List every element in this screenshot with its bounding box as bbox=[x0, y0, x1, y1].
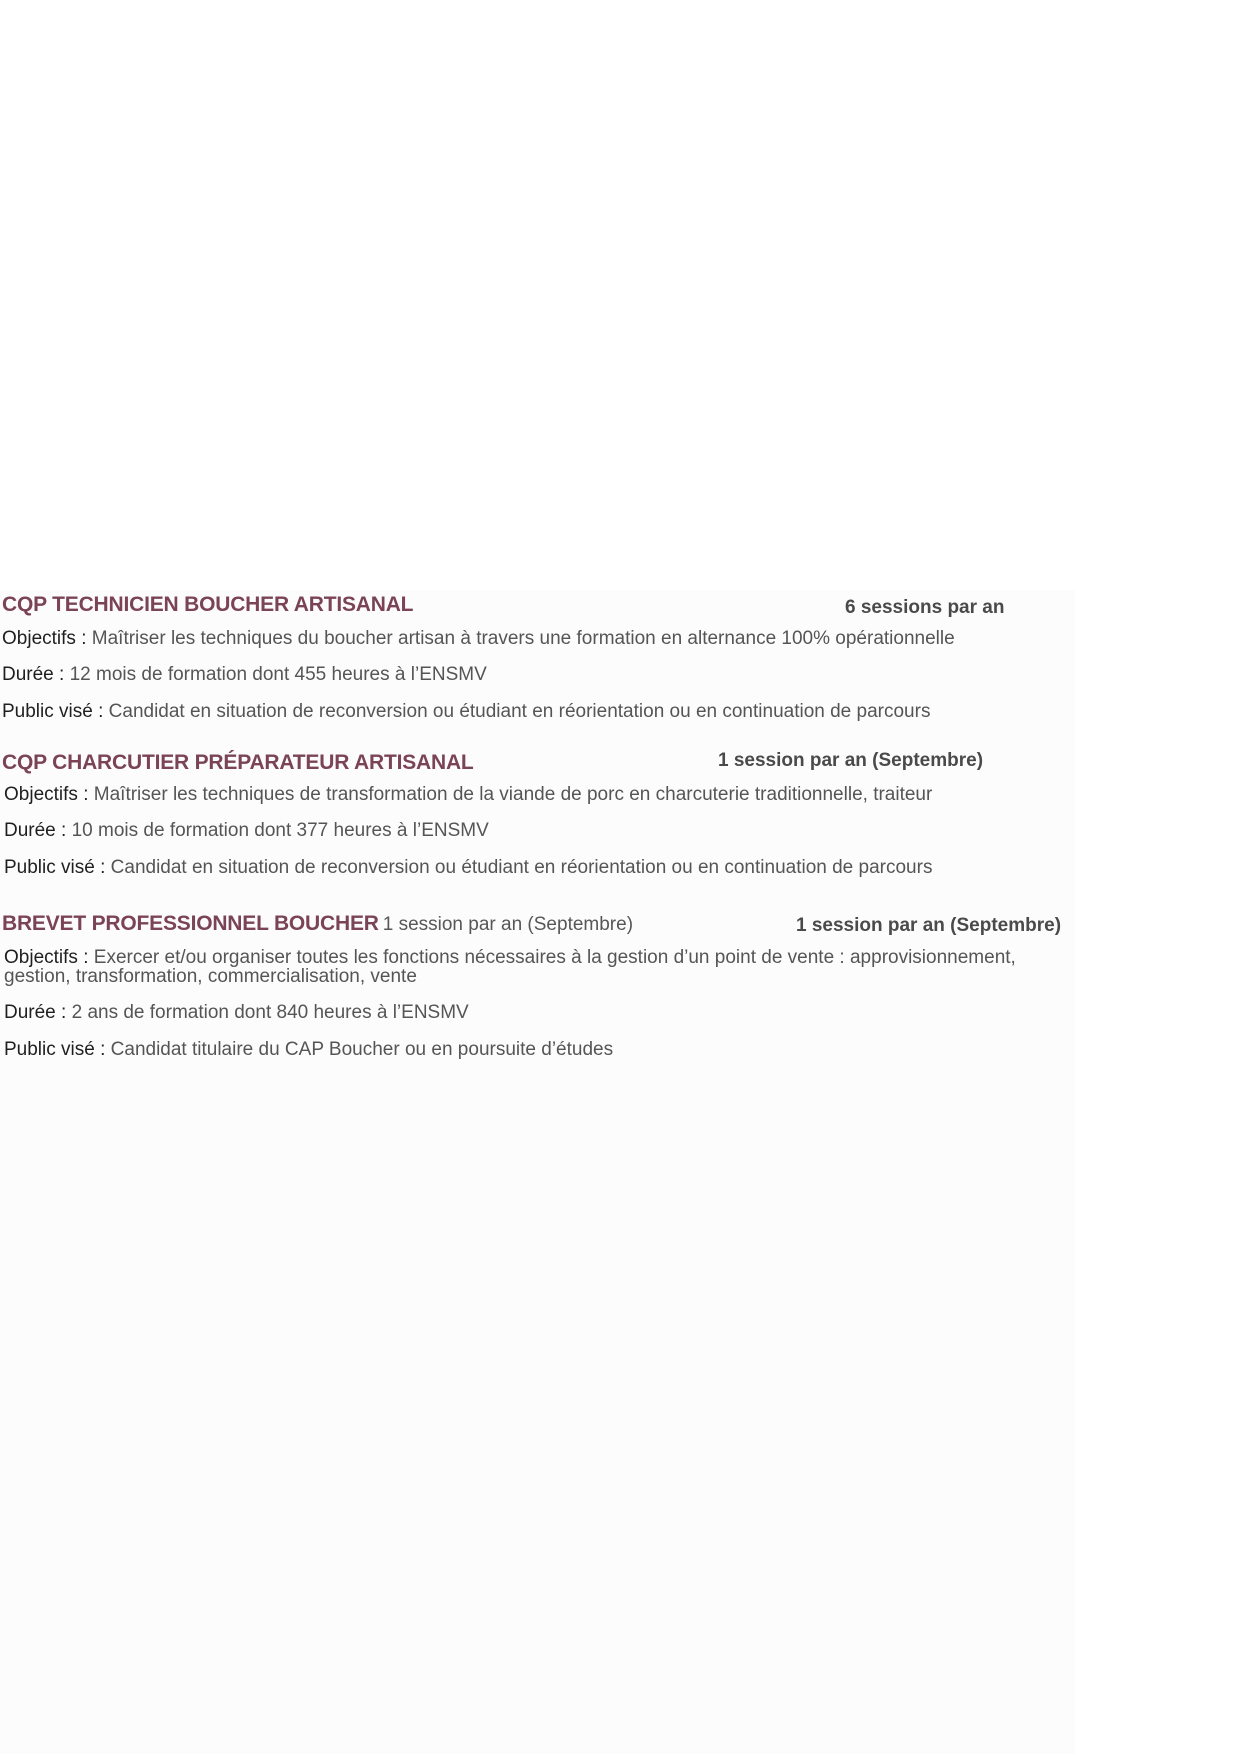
duree-line bbox=[4, 1002, 469, 1024]
public-text: Candidat titulaire du CAP Boucher ou en poursuite d’études bbox=[110, 1039, 614, 1060]
public-text: Candidat en situation de reconversion ou étudiant en réorientation ou en continuation de parcours bbox=[108, 701, 931, 722]
duree-line bbox=[2, 664, 487, 686]
duree-label: Durée : bbox=[4, 1002, 67, 1023]
formation-title: CQP CHARCUTIER PRÉPARATEUR ARTISANAL bbox=[2, 751, 474, 774]
public-label: Public visé : bbox=[2, 701, 104, 722]
public-label: Public visé : bbox=[4, 857, 106, 878]
public-line bbox=[4, 1039, 613, 1061]
sessions-count: 1 session par an (Septembre) bbox=[718, 750, 984, 771]
public-text: Candidat en situation de reconversion ou étudiant en réorientation ou en continuation de parcours bbox=[110, 857, 933, 878]
duree-label: Durée : bbox=[2, 664, 65, 685]
duree-label: Durée : bbox=[4, 820, 67, 841]
public-line bbox=[4, 857, 932, 879]
sessions-count: 1 session par an (Septembre) bbox=[796, 915, 1062, 936]
objectifs-text: Exercer et/ou organiser toutes les fonctions nécessaires à la gestion d’un point de vente : approvisionnement, gestion, transformation, commercialisation, vente bbox=[4, 947, 1016, 987]
duree-line bbox=[4, 820, 489, 842]
formation-title: BREVET PROFESSIONNEL BOUCHER bbox=[2, 912, 379, 935]
objectifs-label: Objectifs : bbox=[2, 628, 87, 649]
inline-sessions: 1 session par an (Septembre) bbox=[382, 914, 634, 935]
objectifs-line bbox=[2, 628, 955, 650]
duree-text: 2 ans de formation dont 840 heures à l’ENSMV bbox=[71, 1002, 469, 1023]
objectifs-text: Maîtriser les techniques de transformation de la viande de porc en charcuterie traditionnelle, traiteur bbox=[93, 784, 933, 805]
formation-title-line bbox=[2, 912, 633, 936]
objectifs-line bbox=[4, 948, 1084, 986]
public-label: Public visé : bbox=[4, 1039, 106, 1060]
public-line bbox=[2, 701, 930, 723]
sessions-count: 6 sessions par an bbox=[845, 597, 1005, 618]
duree-text: 10 mois de formation dont 377 heures à l’ENSMV bbox=[71, 820, 489, 841]
objectifs-line bbox=[4, 784, 932, 806]
duree-text: 12 mois de formation dont 455 heures à l’ENSMV bbox=[69, 664, 487, 685]
formation-title: CQP TECHNICIEN BOUCHER ARTISANAL bbox=[2, 593, 414, 616]
objectifs-label: Objectifs : bbox=[4, 784, 89, 805]
objectifs-label: Objectifs : bbox=[4, 947, 89, 968]
objectifs-text: Maîtriser les techniques du boucher artisan à travers une formation en alternance 100% opérationnelle bbox=[91, 628, 955, 649]
